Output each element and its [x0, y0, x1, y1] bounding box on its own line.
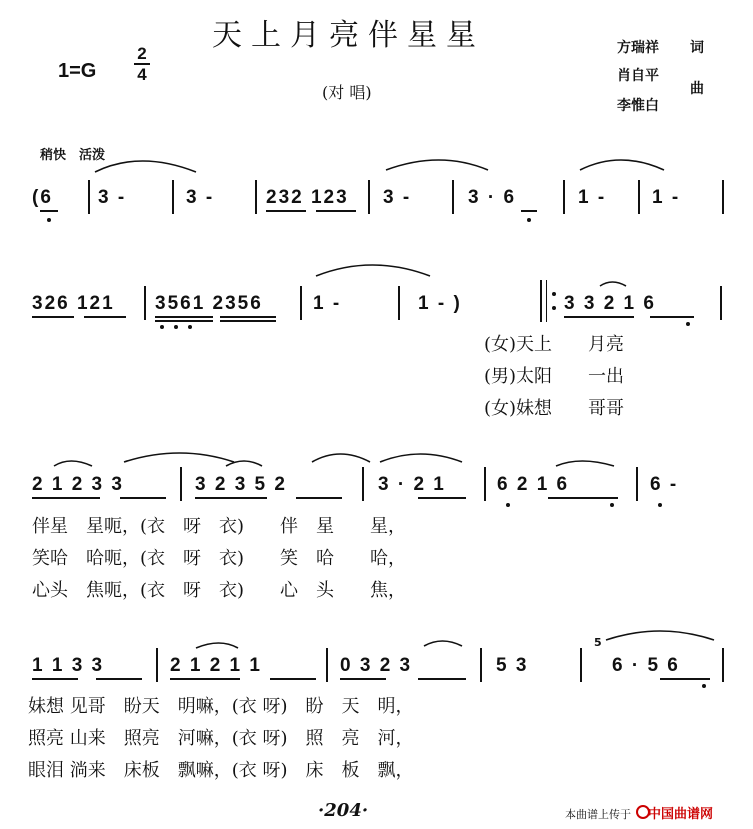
lyricist: 方瑞祥: [617, 40, 659, 56]
note-group: 2 1 2 3 3: [32, 474, 124, 495]
lyric-line: 眼泪 淌来 床板 飘嘛，(衣 呀) 床 板 飘，: [28, 760, 414, 781]
slur: [606, 631, 714, 640]
tempo-marking: 稍快 活泼: [40, 148, 106, 163]
note-group: 1 -: [313, 293, 342, 314]
note-group: 1 1 3 3: [32, 655, 105, 676]
slur: [600, 282, 626, 286]
meter-top: 2: [137, 44, 147, 63]
lyric-line: (女)天上 月亮: [484, 334, 625, 355]
slur: [124, 453, 234, 462]
lyricist-label: 词: [690, 40, 704, 56]
note-group: 6 · 5 6: [612, 655, 680, 676]
note-group: 3 3 2 1 6: [564, 293, 656, 314]
note-group: 3 -: [186, 187, 215, 208]
note-group: 1 -: [578, 187, 607, 208]
note-group: 3 · 2 1: [378, 474, 446, 495]
subtitle: (对 唱): [322, 83, 372, 102]
lyric-line: 照亮 山来 照亮 河嘛，(衣 呀) 照 亮 河，: [28, 728, 414, 749]
lyric-line: (女)妹想 哥哥: [484, 398, 625, 419]
lyric-line: 伴星 星呃，(衣 呀 衣) 伴 星 星，: [32, 516, 407, 537]
site-logo-text[interactable]: 中国曲谱网: [648, 807, 714, 822]
grace-note: 5: [594, 636, 602, 649]
note-group: 3 -: [98, 187, 127, 208]
slur: [424, 641, 462, 646]
slur: [312, 454, 370, 462]
note-group: 2 1 2 1 1: [170, 655, 262, 676]
note-group: 6 2 1 6: [497, 474, 570, 495]
note-group: 3 · 6: [468, 187, 517, 208]
page-number: ·204·: [318, 800, 369, 821]
composer-1: 肖自平: [617, 68, 659, 84]
lyric-line: 笑哈 哈呃，(衣 呀 衣) 笑 哈 哈，: [32, 548, 407, 569]
slur: [580, 160, 664, 170]
note-group: (6: [32, 187, 53, 208]
key-signature: 1=G: [58, 60, 97, 82]
composer-label: 曲: [690, 81, 704, 97]
note-group: 0 3 2 3: [340, 655, 413, 676]
meter-bottom: 4: [137, 65, 147, 84]
note-group: 326 121: [32, 293, 115, 314]
slur: [380, 454, 462, 462]
note-group: 3 2 3 5 2: [195, 474, 287, 495]
footer-text: 本曲谱上传于: [565, 808, 631, 821]
slur: [196, 643, 238, 648]
lyric-line: 妹想 见哥 盼天 明嘛，(衣 呀) 盼 天 明，: [28, 696, 414, 717]
note-group: 6 -: [650, 474, 679, 495]
slur: [316, 265, 430, 276]
lyric-line: 心头 焦呃，(衣 呀 衣) 心 头 焦，: [32, 580, 407, 601]
composer-2: 李惟白: [617, 98, 659, 114]
note-group: 1 -: [652, 187, 681, 208]
slur: [556, 461, 614, 466]
note-group: 1 - ): [418, 293, 462, 314]
note-group: 3561 2356: [155, 293, 263, 314]
slur: [54, 461, 92, 466]
lyric-line: (男)太阳 一出: [484, 366, 625, 387]
note-group: 3 -: [383, 187, 412, 208]
note-group: 5 3: [496, 655, 529, 676]
slur: [95, 161, 196, 172]
song-title: 天上月亮伴星星: [212, 18, 485, 53]
note-group: 232 123: [266, 187, 349, 208]
slur: [386, 160, 488, 170]
